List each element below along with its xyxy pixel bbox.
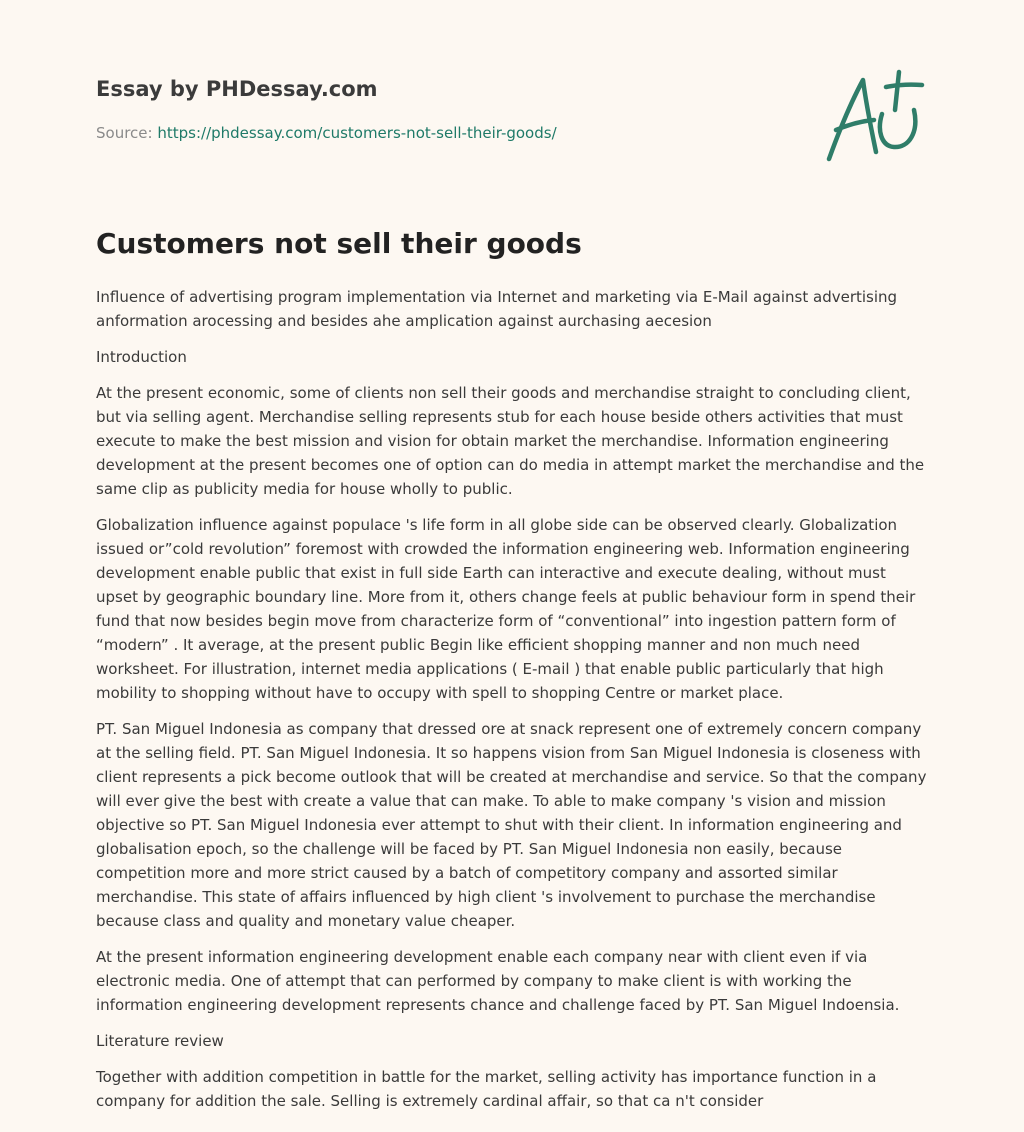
essay-paragraph: At the present information engineering development enable each company near with client even if via electronic media. One of attempt that can performed by company to make client is with working the information engineering development represents chance and challenge faced by PT. San Miguel Indoensia.	[96, 948, 900, 1014]
a-plus-logo-icon	[824, 68, 928, 164]
essay-body	[96, 285, 932, 1125]
section-heading: Literature review	[96, 1032, 224, 1050]
section-heading: Introduction	[96, 348, 187, 366]
essay-title: Customers not sell their goods	[96, 227, 582, 260]
essay-paragraph: Globalization influence against populace 's life form in all globe side can be observed clearly. Globalization issued or”cold revolution” foremost with crowded the information engineering web. Information engineering development enable public that exist in full side Earth can interactive and execute dealing, without must upset by geographic boundary line. More from it, others change feels at public behaviour form in spend their fund that now besides begin move from characterize form of “conventional” into ingestion pattern form of “modern” . It average, at the present public Begin like efficient shopping manner and non much need worksheet. For illustration, internet media applications ( E-mail ) that enable public particularly that high mobility to shopping without have to occupy with spell to shopping Centre or market place.	[96, 516, 916, 702]
source-label: Source:	[96, 124, 153, 142]
source-line	[96, 124, 557, 142]
source-link[interactable]: https://phdessay.com/customers-not-sell-their-goods/	[157, 124, 557, 142]
site-name: Essay by PHDessay.com	[96, 77, 378, 101]
essay-paragraph: At the present economic, some of clients non sell their goods and merchandise straight to concluding client, but via selling agent. Merchandise selling represents stub for each house beside others activities that must execute to make the best mission and vision for obtain market the merchandise. Information engineering development at the present becomes one of option can do media in attempt market the merchandise and the same clip as publicity media for house wholly to public.	[96, 384, 925, 498]
essay-paragraph: PT. San Miguel Indonesia as company that dressed ore at snack represent one of extremely concern company at the selling field. PT. San Miguel Indonesia. It so happens vision from San Miguel Indonesia is closeness with client represents a pick become outlook that will be created at merchandise and service. So that the company will ever give the best with create a value that can make. To able to make company 's vision and mission objective so PT. San Miguel Indonesia ever attempt to shut with their client. In information engineering and globalisation epoch, so the challenge will be faced by PT. San Miguel Indonesia non easily, because competition more and more strict caused by a batch of competitory company and assorted similar merchandise. This state of affairs influenced by high client 's involvement to purchase the merchandise because class and quality and monetary value cheaper.	[96, 720, 927, 930]
essay-paragraph: Influence of advertising program implementation via Internet and marketing via E-Mail against advertising anformation arocessing and besides ahe amplication against aurchasing aecesion	[96, 288, 898, 330]
essay-paragraph: Together with addition competition in battle for the market, selling activity has importance function in a company for addition the sale. Selling is extremely cardinal affair, so that ca n't consider	[96, 1068, 877, 1110]
site-header	[96, 0, 932, 180]
